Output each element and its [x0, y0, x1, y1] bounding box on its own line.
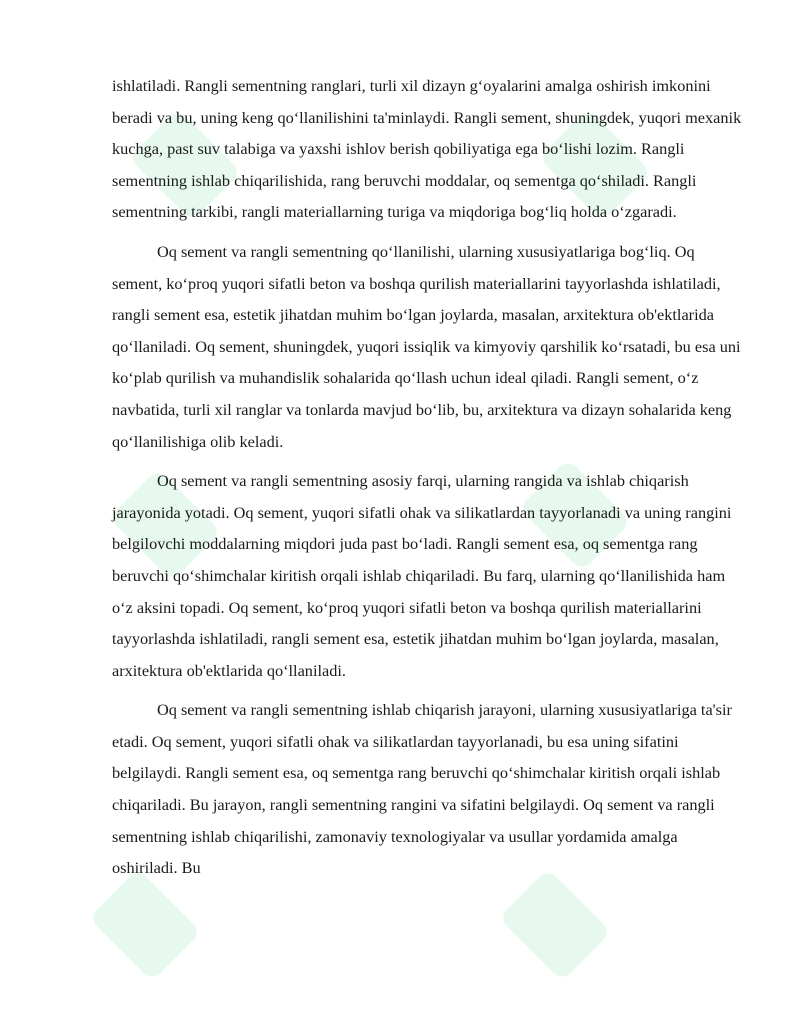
paragraph-difference: Oq sement va rangli sementning asosiy farqi, ularning rangida va ishlab chiqarish jarayonida yotadi. Oq sement, yuqori sifatli ohak va silikatlardan tayyorlanadi va uning rangini belgilovchi moddalarning miqdori juda past bo‘ladi. Rangli sement esa, oq sementga rang beruvchi qo‘shimchalar kiritish orqali ishlab chiqariladi. Bu farq, ularning qo‘llanilishida ham o‘z aksini topadi. Oq sement, ko‘proq yuqori sifatli beton va boshqa qurilish materiallarini tayyorlashda ishlatiladi, rangli sement esa, estetik jihatdan muhim bo‘lgan joylarda, masalan, arxitektura ob'ektlarida qo‘llaniladi. [112, 471, 732, 680]
paragraph-production: Oq sement va rangli sementning ishlab chiqarish jarayoni, ularning xususiyatlariga ta'sir etadi. Oq sement, yuqori sifatli ohak va silikatlardan tayyorlanadi, bu esa uning sifatini belgilaydi. Rangli sement esa, oq sementga rang beruvchi qo‘shimchalar kiritish orqali ishlab chiqariladi. Bu jarayon, rangli sementning rangini va sifatini belgilaydi. Oq sement va rangli sementning ishlab chiqarilishi, zamonaviy texnologiyalar va usullar yordamida amalga oshiriladi. Bu [112, 700, 732, 878]
paragraph-usage: Oq sement va rangli sementning qo‘llanilishi, ularning xususiyatlariga bog‘liq. Oq sement, ko‘proq yuqori sifatli beton va boshqa qurilish materiallarini tayyorlashda ishlatiladi, rangli sement esa, estetik jihatdan muhim bo‘lgan joylarda, masalan, arxitektura ob'ektlarida qo‘llaniladi. Oq sement, shuningdek, yuqori issiqlik va kimyoviy qarshilik ko‘rsatadi, bu esa uni ko‘plab qurilish va muhandislik sohalarida qo‘llash uchun ideal qiladi. Rangli sement, o‘z navbatida, turli xil ranglar va tonlarda mavjud bo‘lib, bu, arxitektura va dizayn sohalarida keng qo‘llanilishiga olib keladi. [112, 241, 741, 451]
watermark-logo-shape [88, 868, 201, 981]
paragraph-continuation: ishlatiladi. Rangli sementning ranglari, turli xil dizayn g‘oyalarini amalga oshirish imkonini beradi va bu, uning keng qo‘llanilishini ta'minlaydi. Rangli sement, shuningdek, yuqori mexanik kuchga, past suv talabiga va yaxshi ishlov berish qobiliyatiga ega bo‘lishi lozim. Rangli sementning ishlab chiqarilishida, rang beruvchi moddalar, oq sementga qo‘shiladi. Rangli sementning tarkibi, rangli materiallarning turiga va miqdoriga bog‘liq holda o‘zgaradi. [112, 76, 742, 222]
watermark-logo-shape [498, 868, 611, 981]
document-body [112, 70, 744, 884]
